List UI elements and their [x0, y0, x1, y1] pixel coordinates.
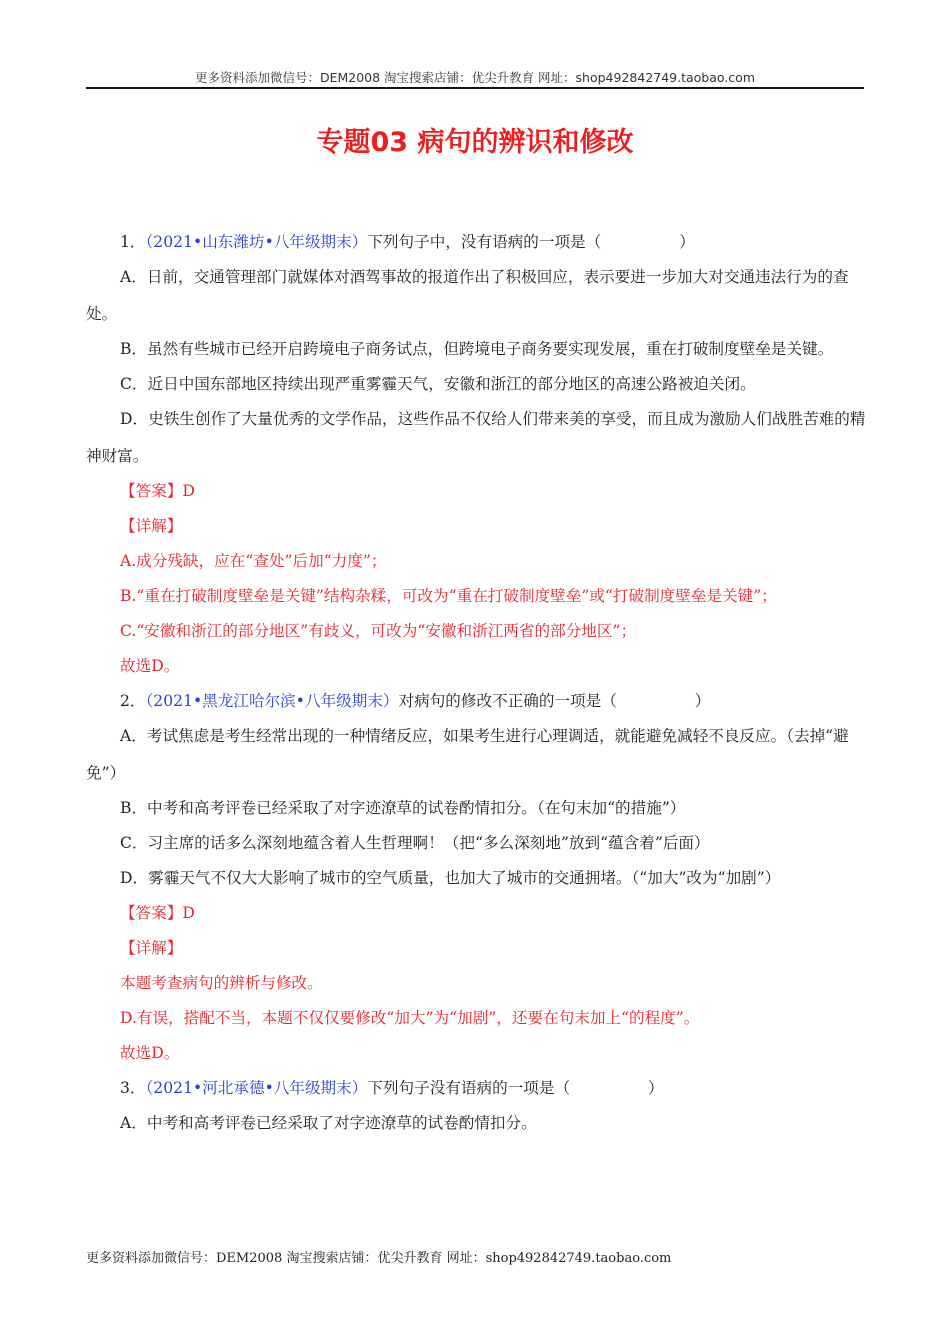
- detail-line: B.“重在打破制度壁垒是关键”结构杂糅，可改为“重在打破制度壁垒”或“打破制度壁垒是关键”；: [120, 587, 777, 605]
- option: B．虽然有些城市已经开启跨境电子商务试点，但跨境电子商务要实现发展，重在打破制度壁垒是关键。: [120, 340, 834, 358]
- option: C．习主席的话多么深刻地蕴含着人生哲理啊！（把“多么深刻地”放到“蕴含着”后面）: [120, 834, 710, 852]
- question-number: 2．: [120, 692, 146, 710]
- option: A．考试焦虑是考生经常出现的一种情绪反应，如果考生进行心理调适，就能避免减轻不良反应。（去掉“避免”）: [86, 727, 849, 782]
- option: D．雾霾天气不仅大大影响了城市的空气质量，也加大了城市的交通拥堵。（“加大”改为“加剧”）: [120, 869, 781, 887]
- document-title: 专题03 病句的辨识和修改: [316, 127, 634, 158]
- question-1-stem: [86, 224, 866, 261]
- detail-line: A.成分残缺，应在“查处”后加“力度”；: [120, 552, 387, 570]
- option: C．近日中国东部地区持续出现严重雾霾天气，安徽和浙江的部分地区的高速公路被迫关闭。: [120, 375, 756, 393]
- detail-line: 故选D。: [120, 657, 180, 675]
- detail-line: 本题考查病句的辨析与修改。: [120, 974, 323, 992]
- page-header: 更多资料添加微信号：DEM2008 淘宝搜索店铺：优尖升教育 网址：shop492842749.taobao.com: [194, 70, 756, 85]
- question-number: 1．: [120, 233, 146, 251]
- question-text: 下列句子没有语病的一项是（ ）: [367, 1079, 664, 1097]
- question-text: 对病句的修改不正确的一项是（ ）: [398, 692, 711, 710]
- page-footer: 更多资料添加微信号：DEM2008 淘宝搜索店铺：优尖升教育 网址：shop492842749.taobao.com: [86, 1251, 672, 1266]
- detail-line: C.“安徽和浙江的部分地区”有歧义，可改为“安徽和浙江两省的部分地区”；: [120, 622, 637, 640]
- question-text: 下列句子中，没有语病的一项是（ ）: [367, 233, 695, 251]
- answer: 【答案】D: [120, 904, 195, 922]
- detail-label: 【详解】: [120, 939, 183, 957]
- question-source: （2021•黑龙江哈尔滨•八年级期末）: [145, 692, 399, 710]
- option: B．中考和高考评卷已经采取了对字迹潦草的试卷酌情扣分。（在句末加“的措施”）: [120, 799, 686, 817]
- document-body: [86, 224, 866, 1140]
- option: A．日前，交通管理部门就媒体对酒驾事故的报道作出了积极回应，表示要进一步加大对交通违法行为的查处。: [86, 268, 849, 323]
- question-source: （2021•河北承德•八年级期末）: [145, 1079, 368, 1097]
- detail-line: 故选D。: [120, 1044, 180, 1062]
- question-2-stem: [86, 683, 866, 720]
- question-number: 3．: [120, 1079, 146, 1097]
- answer: 【答案】D: [120, 482, 195, 500]
- detail-line: D.有误，搭配不当，本题不仅仅要修改“加大”为“加剧”，还要在句末加上“的程度”。: [120, 1009, 700, 1027]
- option: D．史铁生创作了大量优秀的文学作品，这些作品不仅给人们带来美的享受，而且成为激励人们战胜苦难的精神财富。: [86, 410, 866, 465]
- question-3-stem: [86, 1070, 866, 1107]
- question-source: （2021•山东潍坊•八年级期末）: [145, 233, 368, 251]
- detail-label: 【详解】: [120, 517, 183, 535]
- header-divider: [86, 87, 864, 89]
- option: A．中考和高考评卷已经采取了对字迹潦草的试卷酌情扣分。: [120, 1114, 537, 1132]
